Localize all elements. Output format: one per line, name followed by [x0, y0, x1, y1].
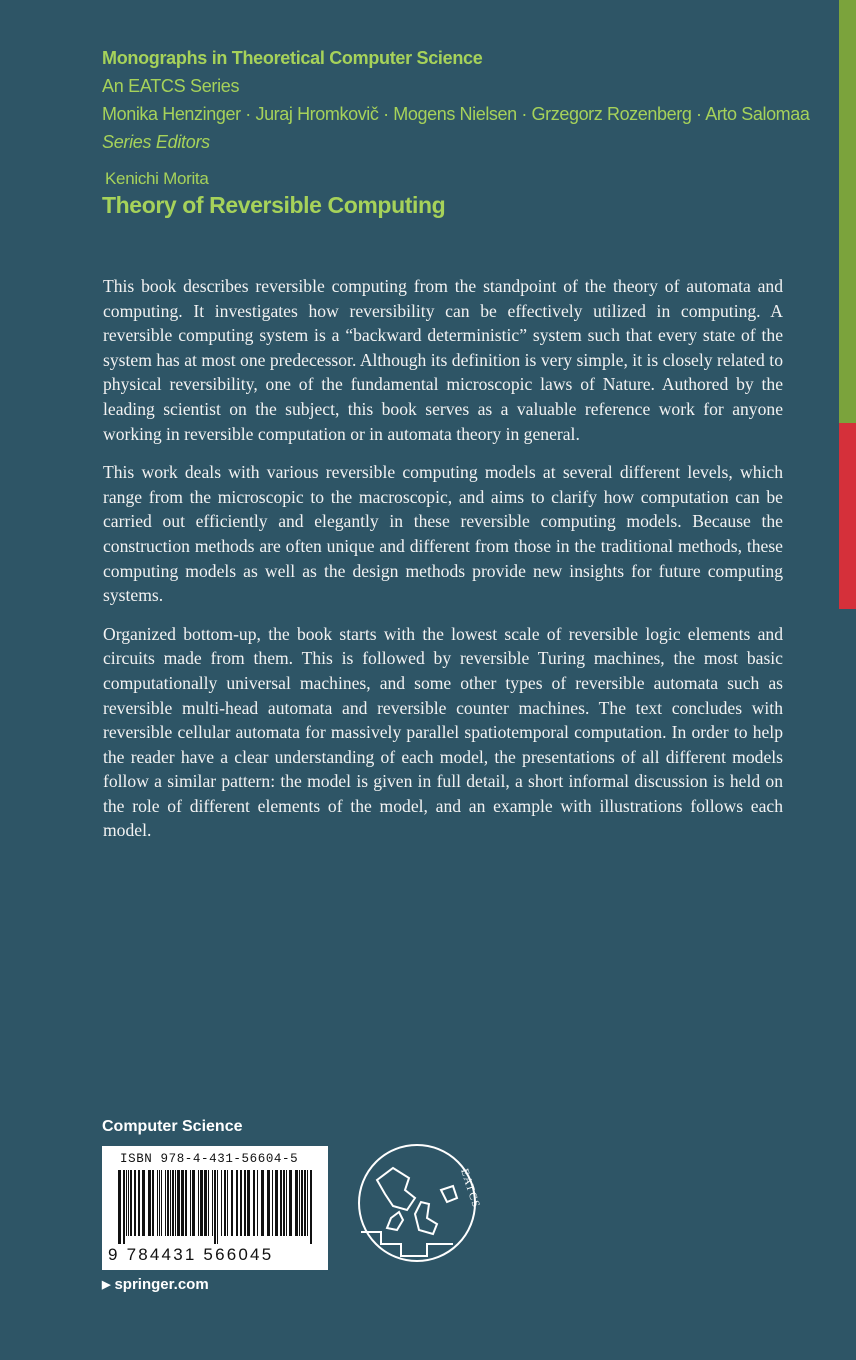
barcode-bar [170, 1170, 171, 1236]
barcode-bar [257, 1170, 258, 1236]
barcode-bar [247, 1170, 250, 1236]
green-accent-stripe [839, 0, 856, 423]
barcode-bar [157, 1170, 158, 1236]
barcode-bar [240, 1170, 242, 1236]
barcode-bar [167, 1170, 169, 1236]
barcode-bars [116, 1170, 316, 1244]
springer-link-text: springer.com [114, 1276, 209, 1293]
barcode-bar [172, 1170, 174, 1236]
description-paragraph: This work deals with various reversible computing models at several different levels, which range from the microscopic to the macroscopic, and aims to clarify how computation can be carried out efficiently and elegantly in these reversible computing models. Because the construction methods are often unique and different from those in the traditional methods, these computing models as well as the design methods provide new insights for future computing systems. [103, 462, 783, 606]
barcode-bar [175, 1170, 176, 1236]
barcode-bar [181, 1170, 184, 1236]
barcode-bar [138, 1170, 140, 1236]
barcode-bar [304, 1170, 306, 1236]
series-editors: Monika Henzinger · Juraj Hromkovič · Mogens Nielsen · Grzegorz Rozenberg · Arto Salomaa [102, 104, 810, 124]
barcode-bar [286, 1170, 287, 1236]
barcode-bar [192, 1170, 195, 1236]
barcode-bar [275, 1170, 278, 1236]
barcode-bar [161, 1170, 162, 1236]
barcode-bar [204, 1170, 207, 1236]
barcode-bar [301, 1170, 303, 1236]
barcode-bar [295, 1170, 298, 1236]
book-title: Theory of Reversible Computing [102, 192, 446, 218]
eatcs-logo-icon [357, 1140, 483, 1266]
springer-link[interactable] [102, 1276, 209, 1293]
barcode-bar [159, 1170, 160, 1236]
triangle-right-icon: ▶ [102, 1279, 111, 1291]
isbn-label: ISBN 978-4-431-56604-5 [120, 1152, 299, 1166]
barcode-bar [134, 1170, 136, 1236]
series-title: Monographs in Theoretical Computer Science [102, 48, 483, 68]
description-paragraph: This book describes reversible computing from the standpoint of the theory of automata and computing. It investigates how reversibility can be effectively utilized in computing. A reversible computing system is a “backward deterministic” system such that every state of the system has at most one predecessor. Although its definition is very simple, it is closely related to physical reversibility, one of the fundamental microscopic laws of Nature. Authored by the leading scientist on the subject, this book serves as a valuable reference work for anyone working in reversible computation or in automata theory in general. [103, 276, 783, 444]
barcode-bar [253, 1170, 255, 1236]
barcode-bar [283, 1170, 285, 1236]
barcode-bar [177, 1170, 180, 1236]
barcode-bar [118, 1170, 121, 1244]
barcode-bar [212, 1170, 213, 1236]
barcode-bar [198, 1170, 199, 1236]
barcode-bar [214, 1170, 216, 1244]
barcode-bar [148, 1170, 151, 1236]
barcode-bar [261, 1170, 264, 1236]
subject-category: Computer Science [102, 1118, 243, 1135]
barcode-bar [272, 1170, 273, 1236]
barcode-digits: 9 784431 566045 [108, 1245, 274, 1264]
barcode-bar [299, 1170, 300, 1236]
series-editors-label: Series Editors [102, 132, 210, 152]
barcode-bar [185, 1170, 187, 1236]
eatcs-logo-text: EATCS [458, 1167, 483, 1211]
barcode-bar [289, 1170, 292, 1236]
barcode-bar [165, 1170, 166, 1236]
barcode-bar [142, 1170, 145, 1236]
series-header [102, 44, 810, 220]
red-accent-stripe [839, 423, 856, 609]
barcode-bar [128, 1170, 129, 1236]
barcode-bar [280, 1170, 282, 1236]
author-name: Kenichi Morita [105, 169, 209, 188]
barcode-bar [152, 1170, 154, 1236]
barcode-bar [221, 1170, 222, 1236]
barcode-bar [227, 1170, 228, 1236]
barcode-bar [267, 1170, 270, 1236]
description-paragraph: Organized bottom-up, the book starts with the lowest scale of reversible logic elements and circuits made from them. This is followed by reversible Turing machines, the most basic computationally universal machines, and some other types of reversible automata such as reversible multi-head automata and reversible counter machines. The text concludes with reversible cellular automata for massively parallel spatiotemporal computation. In order to help the reader have a clear understanding of each model, the presentations of all different models follow a similar pattern: the model is given in full detail, a short informal discussion is held on the role of different elements of the model, and an example with illustrations follows each model. [103, 623, 783, 841]
barcode-bar [310, 1170, 312, 1244]
barcode-bar [208, 1170, 209, 1236]
barcode-bar [217, 1170, 218, 1244]
barcode-bar [126, 1170, 127, 1236]
barcode-bar [190, 1170, 191, 1236]
barcode-bar [231, 1170, 233, 1236]
book-description [103, 274, 783, 857]
barcode-bar [123, 1170, 125, 1244]
barcode-bar [307, 1170, 308, 1236]
isbn-barcode [102, 1146, 328, 1270]
barcode-bar [236, 1170, 238, 1236]
barcode-bar [224, 1170, 226, 1236]
barcode-bar [130, 1170, 132, 1236]
barcode-bar [244, 1170, 246, 1236]
series-subtitle: An EATCS Series [102, 76, 240, 96]
barcode-bar [200, 1170, 203, 1236]
